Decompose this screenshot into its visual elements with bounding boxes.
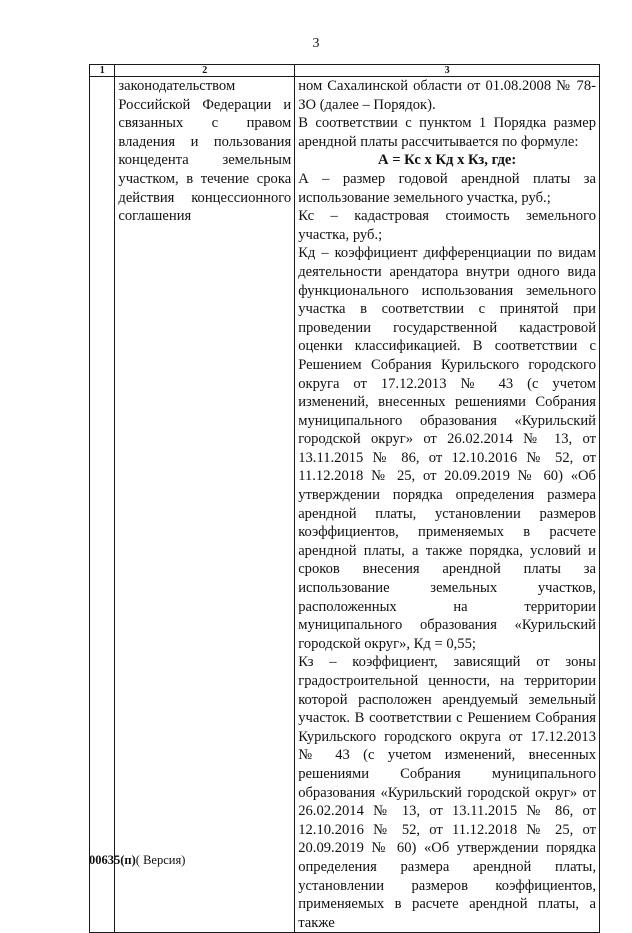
table-row (90, 77, 600, 933)
col3-paragraph: Кз – коэффициент, зависящий от зоны градостроительной ценности, на территории которой расположен арендуемый земельный участок. В соответствии с Решением Собрания Курильского городского округа от 17.12.2013 № 43 (с учетом изменений, внесенных решениями Собрания муниципального образования «Курильский городской округ» от 26.02.2014 № 13, от 13.11.2015 № 86, от 12.10.2016 № 52, от 11.12.2018 № 25, от 20.09.2019 № 60) «Об утверждении порядка определения размера арендной платы, установлении размеров коэффициентов, применяемых в расчете арендной платы, а также (298, 654, 596, 931)
col3-paragraph: В соответствии с пунктом 1 Порядка размер арендной платы рассчитывается по формуле: (298, 115, 596, 150)
rent-formula: А = Кс х Кд х Кз, где: (378, 152, 517, 169)
col3-paragraph: ном Сахалинской области от 01.08.2008 № 78-ЗО (далее – Порядок). (298, 78, 596, 113)
column-header-3: 3 (295, 65, 600, 77)
cell-col2 (115, 77, 295, 933)
col3-paragraph: Кс – кадастровая стоимость земельного участка, руб.; (298, 208, 596, 243)
cell-col1 (90, 77, 115, 933)
column-header-2: 2 (115, 65, 295, 77)
table-header-row (90, 65, 600, 77)
col2-text: законодательством Российской Федерации и связанных с правом владения и пользования концедента земельным участком, в течение срока действия концессионного соглашения (118, 78, 292, 225)
cell-col3 (295, 77, 600, 933)
col3-paragraph: А – размер годовой арендной платы за использование земельного участка, руб.; (298, 170, 596, 206)
footer-code: 00635(п) (89, 853, 136, 867)
document-table (89, 64, 600, 933)
document-footer (89, 853, 185, 868)
page-number: 3 (312, 36, 320, 51)
column-header-1: 1 (90, 65, 115, 77)
footer-version: ( Версия) (135, 853, 186, 867)
col3-paragraph: Кд – коэффициент дифференциации по видам деятельности арендатора внутри одного вида функционального использования земельного участка в соответствии с принятой при проведении государственной кадастровой оценки классификацией. В соответствии с Решением Собрания Курильского городского округа от 17.12.2013 № 43 (с учетом изменений, внесенных решениями Собрания муниципального образования «Курильский городской округ» от 26.02.2014 № 13, от 13.11.2015 № 86, от 12.10.2016 № 52, от 11.12.2018 № 25, от 20.09.2019 № 60) «Об утверждении порядка определения размера арендной платы, установлении размеров коэффициентов, применяемых в расчете арендной платы, а также порядка, условий и сроков внесения арендной платы за использование земельных участков, расположенных на территории муниципального образования «Курильский городской округ», Кд = 0,55; (298, 245, 596, 652)
